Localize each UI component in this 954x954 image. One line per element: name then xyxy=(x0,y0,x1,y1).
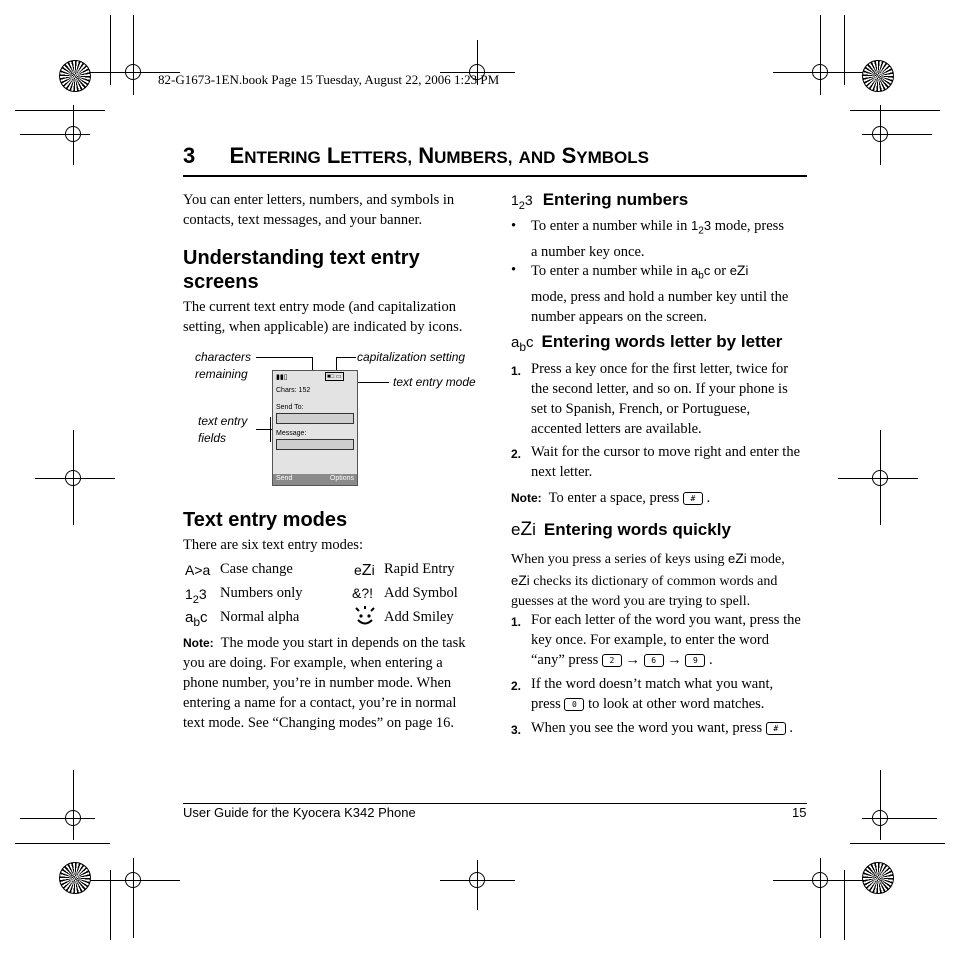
mode-label: Add Smiley xyxy=(384,609,454,625)
screen-send-to-label: Send To: xyxy=(276,404,304,411)
softkey-bar xyxy=(273,474,357,485)
registration-mark-icon xyxy=(872,470,888,486)
star-target-icon xyxy=(862,60,894,92)
modes-intro: There are six text entry modes: xyxy=(183,537,363,553)
status-icons: ■□ ▭ xyxy=(327,374,342,380)
letters-note: Note: To enter a space, press # . xyxy=(511,490,711,506)
smiley-icon xyxy=(352,604,378,633)
print-slug: 82-G1673-1EN.book Page 15 Tuesday, August 22, 2006 1:23 PM xyxy=(158,72,500,87)
normal-alpha-icon: $a_bc$ xyxy=(511,334,534,354)
signal-icon: ▮▮▯ xyxy=(276,374,288,381)
mode-label: Numbers only xyxy=(220,585,303,601)
chapter-word: SYMBOLS xyxy=(561,143,649,168)
chapter-word: NUMBERS, xyxy=(418,143,513,168)
registration-mark-icon xyxy=(125,64,141,80)
message-field xyxy=(276,439,354,450)
footer-title: User Guide for the Kyocera K342 Phone xyxy=(183,805,416,820)
rapid-entry-icon: eZi xyxy=(511,519,536,540)
quick-step-1: 1. For each letter of the word you want, press the key once. For example, to enter the word “any” press 2 → 6 → 9 . xyxy=(511,612,801,668)
registration-mark-icon xyxy=(125,872,141,888)
star-target-icon xyxy=(59,862,91,894)
registration-mark-icon xyxy=(469,872,485,888)
rapid-entry-icon: eZi xyxy=(354,562,375,579)
normal-alpha-icon: $a_bc$ xyxy=(185,609,208,629)
note-label: Note: xyxy=(511,491,542,505)
heading-understanding: Understanding text entry screens xyxy=(183,247,420,293)
pound-key-icon: # xyxy=(683,492,703,505)
mode-label: Rapid Entry xyxy=(384,561,455,577)
page-number: 15 xyxy=(792,805,807,820)
heading-words-quickly: eZi Entering words quickly xyxy=(511,519,731,540)
registration-mark-icon xyxy=(872,810,888,826)
letters-step-1: 1. Press a key once for the first letter, twice for the second letter, and so on. If your phone is set to Spanish, French, or Portuguese, accented letters are available. xyxy=(511,361,789,437)
heading-text-entry-modes: Text entry modes xyxy=(183,509,348,531)
numbers-bullet-1: • To enter a number while in $1_23$ mode, press a number key once. xyxy=(511,218,784,260)
label-text-entry-mode: text entry mode xyxy=(393,375,476,389)
key-2-icon: 2 xyxy=(602,654,622,667)
numbers-mode-icon: $1_23$ xyxy=(511,192,533,212)
screen-chars-remaining: Chars: 152 xyxy=(276,387,311,394)
label-text-entry-fields: text entry fields xyxy=(198,414,248,445)
quick-step-3: 3. When you see the word you want, press # . xyxy=(511,720,794,737)
key-6-icon: 6 xyxy=(644,654,664,667)
softkey-options: Options xyxy=(329,475,354,482)
numbers-mode-icon: $1_23$ xyxy=(691,218,712,237)
heading-letter-by-letter: $a_bc$ Entering words letter by letter xyxy=(511,332,783,354)
registration-mark-icon xyxy=(812,872,828,888)
chapter-number: 3 xyxy=(183,143,196,168)
mode-label: Add Symbol xyxy=(384,585,458,601)
rapid-entry-icon: eZi xyxy=(511,572,530,588)
modes-note: Note: The mode you start in depends on the task you are doing. For example, when entering a phone number, you’re in number mode. When entering a name for a contact, you’re in normal text mode. See “Changing modes” on page 16. xyxy=(183,635,466,731)
rapid-entry-icon: eZi xyxy=(729,262,749,278)
add-symbol-icon: &?! xyxy=(352,585,374,601)
registration-mark-icon xyxy=(812,64,828,80)
registration-mark-icon xyxy=(65,126,81,142)
screen-message-label: Message: xyxy=(276,430,307,437)
footer-rule xyxy=(183,803,807,804)
registration-mark-icon xyxy=(872,126,888,142)
mode-label: Normal alpha xyxy=(220,609,300,625)
chapter-title xyxy=(183,143,649,169)
quick-paragraph: When you press a series of keys using eZi mode, eZi checks its dictionary of common words and guesses at the word you are trying to spell. xyxy=(511,550,785,609)
numbers-mode-icon: $1_23$ xyxy=(185,586,207,606)
label-capitalization-setting: capitalization setting xyxy=(357,350,466,364)
star-target-icon xyxy=(862,862,894,894)
phone-screen xyxy=(272,370,358,486)
note-label: Note: xyxy=(183,636,214,650)
key-0-icon: 0 xyxy=(564,698,584,711)
intro-paragraph: You can enter letters, numbers, and symbols in contacts, text messages, and your banner. xyxy=(183,192,455,228)
key-9-icon: 9 xyxy=(685,654,705,667)
label-characters-remaining: characters remaining xyxy=(195,350,252,381)
numbers-bullet-2: • To enter a number while in $a_bc$ or eZi mode, press and hold a number key until the number appears on the screen. xyxy=(511,262,789,325)
chapter-word: ENTERING xyxy=(229,143,321,168)
chapter-word: LETTERS, xyxy=(326,143,413,168)
pound-key-icon: # xyxy=(766,722,786,735)
mode-label: Case change xyxy=(220,561,293,577)
send-to-field xyxy=(276,413,354,424)
star-target-icon xyxy=(59,60,91,92)
understanding-paragraph: The current text entry mode (and capitalization setting, when applicable) are indicated by icons. xyxy=(183,299,463,335)
normal-alpha-icon: $a_bc$ xyxy=(691,263,711,282)
title-rule xyxy=(183,175,807,177)
softkey-send: Send xyxy=(276,475,293,482)
chapter-word: AND xyxy=(518,148,556,167)
case-change-icon: A>a xyxy=(185,562,211,578)
quick-step-2: 2. If the word doesn’t match what you want, press 0 to look at other word matches. xyxy=(511,676,774,712)
rapid-entry-icon: eZi xyxy=(727,550,747,566)
registration-mark-icon xyxy=(65,810,81,826)
heading-entering-numbers: $1_23$ Entering numbers xyxy=(511,190,689,212)
letters-step-2: 2. Wait for the cursor to move right and enter the next letter. xyxy=(511,444,801,480)
registration-mark-icon xyxy=(65,470,81,486)
